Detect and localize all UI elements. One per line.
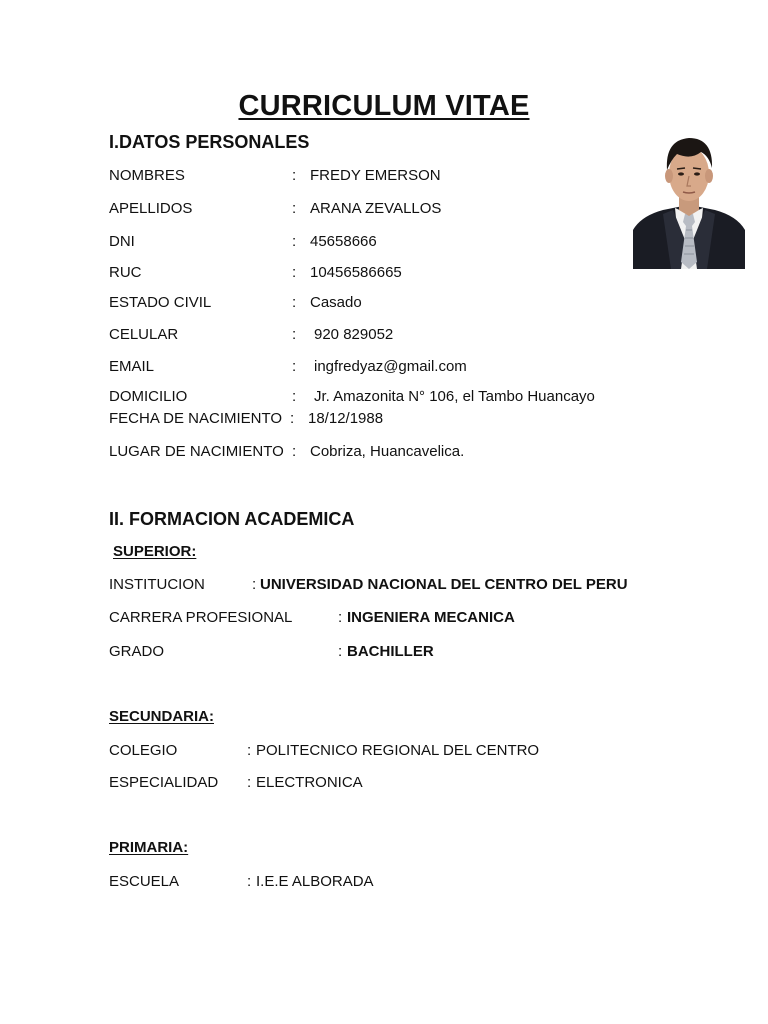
label-domicilio: DOMICILIO <box>109 388 188 405</box>
separator: : <box>247 873 252 890</box>
label-apellidos: APELLIDOS <box>109 200 193 217</box>
separator: : <box>247 774 252 791</box>
value-fecha-nacimiento: 18/12/1988 <box>308 410 384 427</box>
label-celular: CELULAR <box>109 326 179 343</box>
value-celular: 920 829052 <box>314 326 394 343</box>
value-escuela: I.E.E ALBORADA <box>256 873 374 890</box>
section-heading-academic: II. FORMACION ACADEMICA <box>109 509 355 529</box>
separator: : <box>292 358 297 375</box>
separator: : <box>252 576 257 593</box>
separator: : <box>292 264 297 281</box>
profile-photo <box>633 130 745 269</box>
subheading-superior: SUPERIOR: <box>113 543 197 560</box>
separator: : <box>292 200 297 217</box>
label-grado: GRADO <box>109 643 165 660</box>
label-fecha-nacimiento: FECHA DE NACIMIENTO <box>109 410 283 427</box>
separator: : <box>338 609 343 626</box>
subheading-secundaria: SECUNDARIA: <box>109 708 214 725</box>
label-escuela: ESCUELA <box>109 873 180 890</box>
value-dni: 45658666 <box>310 233 377 250</box>
value-estado-civil: Casado <box>310 294 362 311</box>
value-especialidad: ELECTRONICA <box>256 774 363 791</box>
label-carrera-profesional: CARRERA PROFESIONAL <box>109 609 293 626</box>
label-ruc: RUC <box>109 264 142 281</box>
separator: : <box>292 443 297 460</box>
value-domicilio: Jr. Amazonita N° 106, el Tambo Huancayo <box>314 388 595 405</box>
value-ruc: 10456586665 <box>310 264 402 281</box>
value-lugar-nacimiento: Cobriza, Huancavelica. <box>310 443 465 460</box>
label-email: EMAIL <box>109 358 155 375</box>
separator: : <box>292 167 297 184</box>
document-title: CURRICULUM VITAE <box>238 90 530 122</box>
value-carrera-profesional: INGENIERA MECANICA <box>347 609 515 626</box>
label-colegio: COLEGIO <box>109 742 178 759</box>
label-institucion: INSTITUCION <box>109 576 205 593</box>
value-grado: BACHILLER <box>347 643 434 660</box>
separator: : <box>247 742 252 759</box>
value-email: ingfredyaz@gmail.com <box>314 358 467 375</box>
section-heading-personal: I.DATOS PERSONALES <box>109 132 310 152</box>
label-lugar-nacimiento: LUGAR DE NACIMIENTO <box>109 443 284 460</box>
separator: : <box>292 233 297 250</box>
label-especialidad: ESPECIALIDAD <box>109 774 219 791</box>
label-dni: DNI <box>109 233 135 250</box>
separator: : <box>292 294 297 311</box>
separator: : <box>292 388 297 405</box>
value-colegio: POLITECNICO REGIONAL DEL CENTRO <box>256 742 540 759</box>
separator: : <box>290 410 295 427</box>
value-institucion: UNIVERSIDAD NACIONAL DEL CENTRO DEL PERU <box>260 576 628 593</box>
label-nombres: NOMBRES <box>109 167 185 184</box>
separator: : <box>338 643 343 660</box>
subheading-primaria: PRIMARIA: <box>109 839 189 856</box>
value-nombres: FREDY EMERSON <box>310 167 441 184</box>
separator: : <box>292 326 297 343</box>
value-apellidos: ARANA ZEVALLOS <box>310 200 442 217</box>
label-estado-civil: ESTADO CIVIL <box>109 294 212 311</box>
